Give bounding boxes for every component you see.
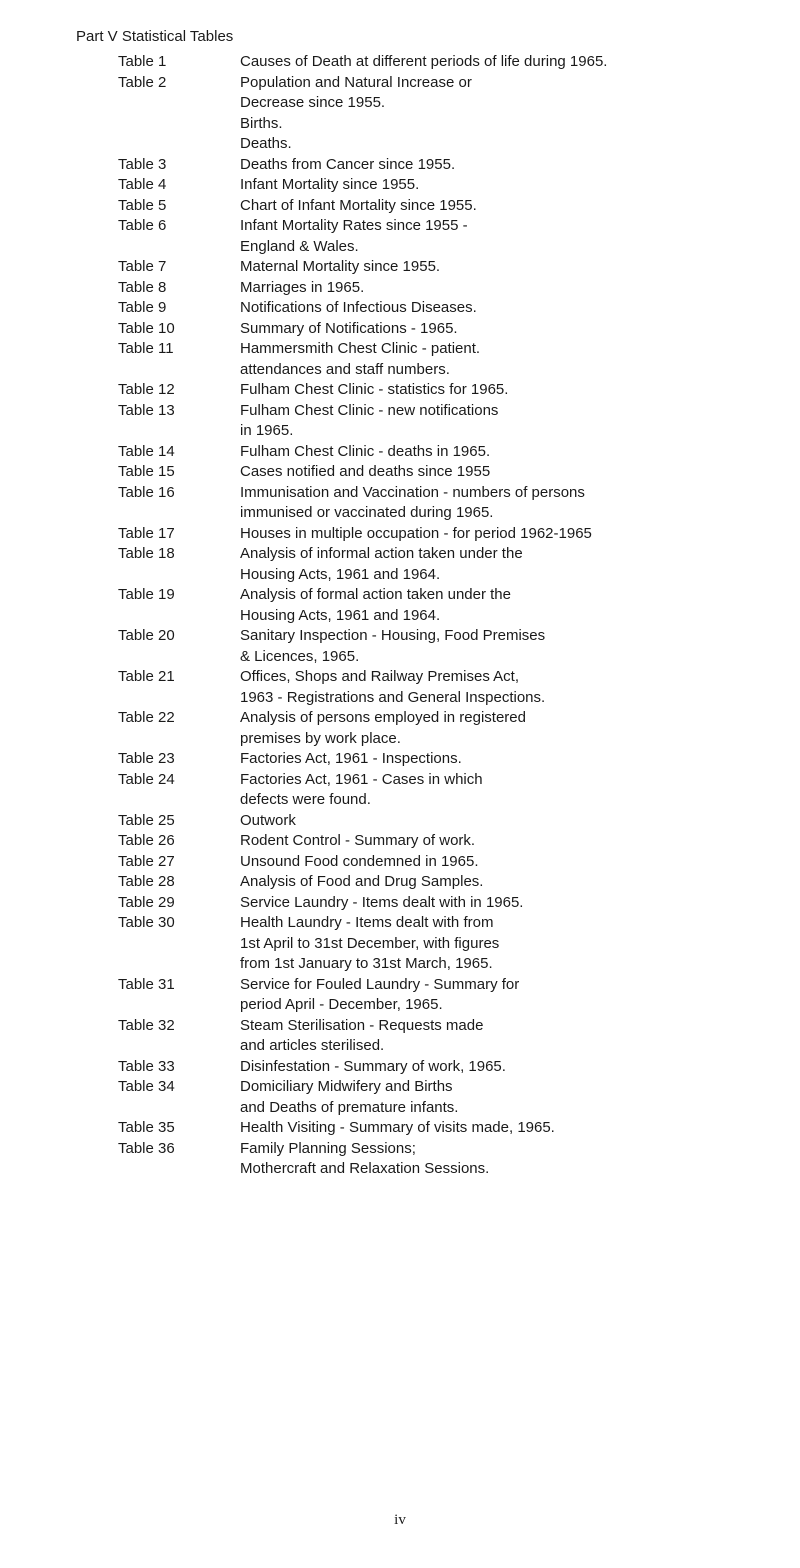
table-entry xyxy=(0,893,800,914)
table-description-line: Sanitary Inspection - Housing, Food Premises xyxy=(240,627,546,644)
table-entry xyxy=(0,442,800,463)
table-entry xyxy=(0,339,800,380)
table-description-line: Analysis of formal action taken under the xyxy=(240,586,511,603)
table-description-line: Steam Sterilisation - Requests made xyxy=(240,1016,484,1034)
table-entry xyxy=(0,585,800,626)
table-entry xyxy=(0,298,800,319)
table-description-line: Decrease since 1955. xyxy=(240,94,386,111)
table-label: Table 15 xyxy=(118,463,175,480)
table-description xyxy=(240,155,760,176)
table-description-line: Deaths from Cancer since 1955. xyxy=(240,155,456,173)
table-entry xyxy=(0,1139,800,1180)
table-description-line: period April - December, 1965. xyxy=(240,996,443,1013)
table-label: Table 19 xyxy=(118,586,175,603)
table-description-line: Outwork xyxy=(240,811,296,829)
table-entry xyxy=(0,852,800,873)
table-description-line: Housing Acts, 1961 and 1964. xyxy=(240,606,441,624)
table-description xyxy=(240,544,760,585)
table-entry xyxy=(0,196,800,217)
table-description xyxy=(240,975,760,1016)
table-description-line: Births. xyxy=(240,114,283,132)
page-number: iv xyxy=(394,1512,406,1528)
table-label: Table 10 xyxy=(118,319,175,337)
table-label: Table 2 xyxy=(118,73,167,91)
table-label: Table 17 xyxy=(118,524,175,542)
table-entry xyxy=(0,626,800,667)
table-entry xyxy=(0,1118,800,1139)
table-description xyxy=(240,585,760,626)
table-description xyxy=(240,257,760,278)
table-description-line: attendances and staff numbers. xyxy=(240,360,450,378)
table-label: Table 6 xyxy=(118,217,167,234)
table-label: Table 28 xyxy=(118,873,175,890)
table-description-line: 1st April to 31st December, with figures xyxy=(240,934,500,952)
table-description xyxy=(240,913,760,975)
table-description-line: Health Visiting - Summary of visits made, 1965. xyxy=(240,1119,555,1136)
table-description-line: Analysis of persons employed in registered xyxy=(240,709,526,726)
table-description-line: Factories Act, 1961 - Inspections. xyxy=(240,750,462,767)
table-entry xyxy=(0,770,800,811)
table-description-line: Chart of Infant Mortality since 1955. xyxy=(240,196,477,214)
table-entry xyxy=(0,257,800,278)
table-label: Table 13 xyxy=(118,401,175,419)
table-description-line: Unsound Food condemned in 1965. xyxy=(240,852,479,870)
table-label: Table 4 xyxy=(118,176,167,193)
table-label: Table 34 xyxy=(118,1078,175,1095)
table-label: Table 7 xyxy=(118,258,167,275)
table-label: Table 31 xyxy=(118,975,175,993)
table-label: Table 29 xyxy=(118,893,175,911)
table-description-line: from 1st January to 31st March, 1965. xyxy=(240,955,493,972)
table-description xyxy=(240,73,760,155)
table-description-line: Fulham Chest Clinic - statistics for 1965. xyxy=(240,381,509,398)
table-description xyxy=(240,667,760,708)
table-label: Table 3 xyxy=(118,155,167,173)
table-entry xyxy=(0,73,800,155)
table-label: Table 5 xyxy=(118,196,167,214)
table-description-line: and Deaths of premature infants. xyxy=(240,1098,459,1116)
table-description xyxy=(240,626,760,667)
table-description-line: Marriages in 1965. xyxy=(240,278,365,296)
table-description-line: Population and Natural Increase or xyxy=(240,73,472,91)
table-entry xyxy=(0,524,800,545)
table-entry xyxy=(0,811,800,832)
table-entry xyxy=(0,175,800,196)
table-label: Table 8 xyxy=(118,278,167,296)
table-description-line: Service for Fouled Laundry - Summary for xyxy=(240,975,520,993)
table-label: Table 24 xyxy=(118,770,175,788)
table-description-line: & Licences, 1965. xyxy=(240,647,360,665)
table-description-line: immunised or vaccinated during 1965. xyxy=(240,504,494,521)
table-description-line: Summary of Notifications - 1965. xyxy=(240,319,458,337)
table-entry xyxy=(0,216,800,257)
table-entry xyxy=(0,872,800,893)
table-description-line: England & Wales. xyxy=(240,237,359,255)
table-entry xyxy=(0,483,800,524)
section-heading: Part V Statistical Tables xyxy=(76,28,234,45)
table-description xyxy=(240,319,760,340)
table-label: Table 18 xyxy=(118,545,175,562)
table-description xyxy=(240,1057,760,1078)
table-label: Table 35 xyxy=(118,1119,175,1136)
table-entry xyxy=(0,278,800,299)
table-entry xyxy=(0,401,800,442)
table-label: Table 26 xyxy=(118,832,175,849)
table-description xyxy=(240,1139,760,1180)
table-entry xyxy=(0,1016,800,1057)
table-description xyxy=(240,216,760,257)
table-description-line: Infant Mortality since 1955. xyxy=(240,176,420,193)
table-label: Table 22 xyxy=(118,709,175,726)
table-description-line: Factories Act, 1961 - Cases in which xyxy=(240,770,483,788)
table-label: Table 27 xyxy=(118,852,175,870)
table-description xyxy=(240,380,760,401)
table-label: Table 33 xyxy=(118,1057,175,1075)
table-description-line: premises by work place. xyxy=(240,729,401,747)
table-label: Table 14 xyxy=(118,442,175,460)
table-description xyxy=(240,749,760,770)
table-description-line: Analysis of informal action taken under the xyxy=(240,545,523,562)
table-description xyxy=(240,524,760,545)
table-description-line: Houses in multiple occupation - for period 1962-1965 xyxy=(240,524,592,542)
table-entry xyxy=(0,831,800,852)
table-label: Table 25 xyxy=(118,811,175,829)
table-description xyxy=(240,893,760,914)
table-description xyxy=(240,175,760,196)
table-label: Table 1 xyxy=(118,53,167,70)
table-label: Table 16 xyxy=(118,483,175,501)
table-description-line: Disinfestation - Summary of work, 1965. xyxy=(240,1057,506,1075)
table-description-line: and articles sterilised. xyxy=(240,1037,385,1054)
table-entry xyxy=(0,667,800,708)
table-description-line: Cases notified and deaths since 1955 xyxy=(240,463,491,480)
table-description-line: Fulham Chest Clinic - deaths in 1965. xyxy=(240,442,491,460)
table-description xyxy=(240,339,760,380)
table-description-line: Maternal Mortality since 1955. xyxy=(240,258,441,275)
table-entry xyxy=(0,462,800,483)
table-description-line: Family Planning Sessions; xyxy=(240,1139,416,1157)
table-label: Table 30 xyxy=(118,914,175,931)
table-description-line: Offices, Shops and Railway Premises Act, xyxy=(240,668,520,685)
table-description xyxy=(240,278,760,299)
table-description-line: Analysis of Food and Drug Samples. xyxy=(240,873,484,890)
table-description xyxy=(240,462,760,483)
table-label: Table 12 xyxy=(118,381,175,398)
table-entry xyxy=(0,975,800,1016)
table-entry xyxy=(0,913,800,975)
table-description xyxy=(240,872,760,893)
table-label: Table 21 xyxy=(118,668,175,685)
table-description xyxy=(240,852,760,873)
table-description-line: Rodent Control - Summary of work. xyxy=(240,832,476,849)
table-description-line: Hammersmith Chest Clinic - patient. xyxy=(240,340,481,357)
table-entry xyxy=(0,544,800,585)
table-description xyxy=(240,401,760,442)
table-description-line: Immunisation and Vaccination - numbers of persons xyxy=(240,483,585,501)
table-description-line: Fulham Chest Clinic - new notifications xyxy=(240,401,499,419)
table-description-line: Service Laundry - Items dealt with in 1965. xyxy=(240,893,524,911)
table-entry xyxy=(0,319,800,340)
table-entry xyxy=(0,1077,800,1118)
table-description-line: Health Laundry - Items dealt with from xyxy=(240,914,494,931)
table-description xyxy=(240,1118,760,1139)
table-description-line: in 1965. xyxy=(240,422,294,439)
table-description xyxy=(240,1077,760,1118)
table-description xyxy=(240,483,760,524)
table-description xyxy=(240,442,760,463)
table-label: Table 23 xyxy=(118,750,175,767)
table-label: Table 32 xyxy=(118,1016,175,1034)
table-description xyxy=(240,708,760,749)
table-list xyxy=(0,52,800,1180)
table-description-line: Notifications of Infectious Diseases. xyxy=(240,299,477,316)
table-description-line: defects were found. xyxy=(240,791,371,808)
table-entry xyxy=(0,155,800,176)
table-description xyxy=(240,52,760,73)
table-description-line: Causes of Death at different periods of life during 1965. xyxy=(240,53,608,70)
table-entry xyxy=(0,749,800,770)
table-description xyxy=(240,1016,760,1057)
table-label: Table 11 xyxy=(118,340,174,357)
table-description xyxy=(240,196,760,217)
table-description-line: 1963 - Registrations and General Inspections. xyxy=(240,688,546,706)
table-description-line: Infant Mortality Rates since 1955 - xyxy=(240,217,468,234)
table-description xyxy=(240,298,760,319)
table-description-line: Domiciliary Midwifery and Births xyxy=(240,1078,453,1095)
table-description-line: Mothercraft and Relaxation Sessions. xyxy=(240,1160,490,1177)
table-label: Table 9 xyxy=(118,299,167,316)
table-entry xyxy=(0,380,800,401)
table-label: Table 36 xyxy=(118,1139,175,1157)
table-description xyxy=(240,831,760,852)
table-label: Table 20 xyxy=(118,627,175,644)
table-description-line: Housing Acts, 1961 and 1964. xyxy=(240,565,441,583)
table-description xyxy=(240,811,760,832)
table-description-line: Deaths. xyxy=(240,135,292,152)
table-entry xyxy=(0,52,800,73)
table-entry xyxy=(0,1057,800,1078)
table-entry xyxy=(0,708,800,749)
table-description xyxy=(240,770,760,811)
